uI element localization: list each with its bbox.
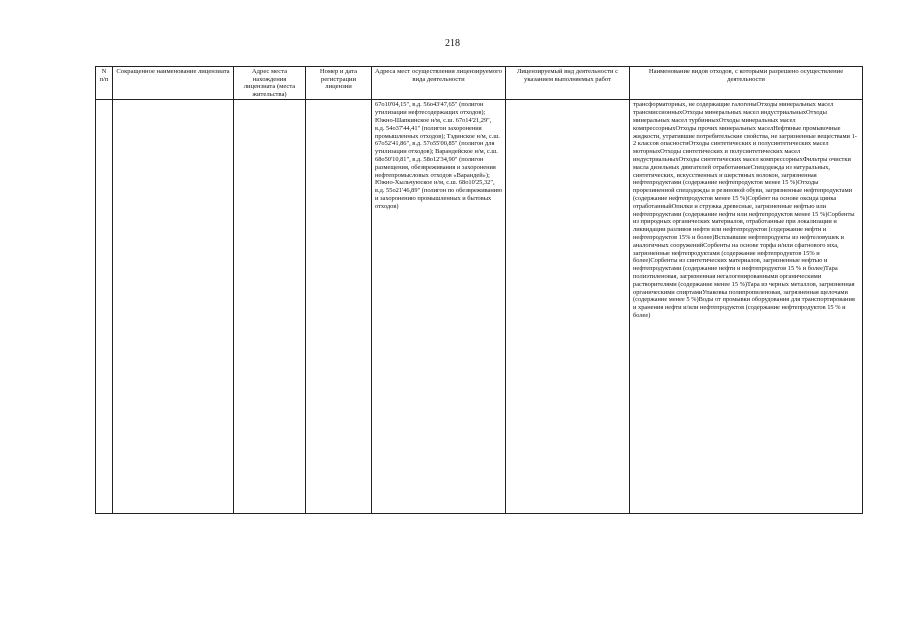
cell-address (234, 100, 306, 514)
cell-waste-types: трансформаторных, не содержащие галогеныОтходы минеральных масел трансмиссионныхОтходы минеральных масел индустриальныхОтходы минеральных масел турбинныхОтходы минеральных масел компрессорныхОтходы прочих минеральных маселНефтяные промывочные жидкости, утратившие потребительские свойства, не загрязненные веществами 1-2 классов опасностиОтходы синтетических и полусинтетических масел моторныхОтходы синтетических и полусинтетических масел индустриальныхОтходы синтетических масел компрессорныхФильтры очистки масла дизельных двигателей отработанныеСпецодежда из натуральных, синтетических, искусственных и шерстяных волокон, загрязненная нефтепродуктами (содержание нефтепродуктов менее 15 %)Отходы прорезиненной спецодежды и резиновой обуви, загрязненные нефтепродуктами (содержание нефтепродуктов менее 15 %)Сорбент на основе оксида цинка отработанныйОпилки и стружка древесные, загрязненные нефтью или нефтепродуктами (содержание нефти или нефтепродуктов менее 15 %)Сорбенты из природных органических материалов, отработанные при локализации и ликвидации разливов нефти или нефтепродуктов (содержание нефти и нефтепродуктов 15% и более)Всплывшие нефтепродукты из нефтеловушек и аналогичных сооруженийСорбенты на основе торфа и/или сфагнового мха, загрязненные нефтепродуктами (содержание нефтепродуктов 15% и более)Сорбенты из синтетических материалов, загрязненные нефтью и нефтепродуктами (содержание нефти и нефтепродуктов 15 % и более)Тара полиэтиленовая, загрязненная негалогенированными органическими растворителями (содержание менее 15 %)Тара из черных металлов, загрязненная органическими спиртамиУпаковка полипропиленовая, загрязненная щелочами (содержание менее 5 %)Воды от промывки оборудования для транспортирования и хранения нефти и/или нефтепродуктов (содержание нефтепродуктов 15 % и более) (630, 100, 863, 514)
header-number: N п/п (96, 67, 113, 100)
table-row (96, 100, 863, 514)
cell-number (96, 100, 113, 514)
header-waste-types: Наименование видов отходов, с которыми разрешено осуществление деятельности (630, 67, 863, 100)
cell-short-name (113, 100, 234, 514)
header-registration: Номер и дата регистрации лицензии (306, 67, 372, 100)
header-short-name: Сокращенное наименование лицензиата (113, 67, 234, 100)
page-number: 218 (445, 38, 460, 49)
cell-registration (306, 100, 372, 514)
cell-licensed-activity (506, 100, 630, 514)
header-address: Адрес места нахождения лицензиата (места жительства) (234, 67, 306, 100)
header-licensed-activity: Лицензируемый вид деятельности с указанием выполняемых работ (506, 67, 630, 100)
license-table (95, 66, 863, 514)
header-activity-addresses: Адреса мест осуществления лицензируемого вида деятельности (372, 67, 506, 100)
cell-activity-addresses: 67о10'04,15", в.д. 56о43'47,65" (полигон утилизации нефтесодержащих отходов); Южно-Шапкинское н/м, с.ш. 67о14'21,29", в.д. 54о37'44,41" (полигон захоронения промышленных отходов); Тэдинское н/м, с.ш. 67о52'41,86", в.д. 57о55'00,85" (полигон для утилизации отходов); Варандейское н/м, с.ш. 68о50'10,81", в.д. 58о12'34,90" (полигон размещения, обезвреживания и захоронения нефтепромысловых отходов «Варандей»); Южно-Хыльчуюское н/м, с.ш. 68о10'25,32", в.д. 55о21'46,89" (полигон по обезвреживанию и захоронению промышленных и бытовых отходов) (372, 100, 506, 514)
table-header-row (96, 67, 863, 100)
